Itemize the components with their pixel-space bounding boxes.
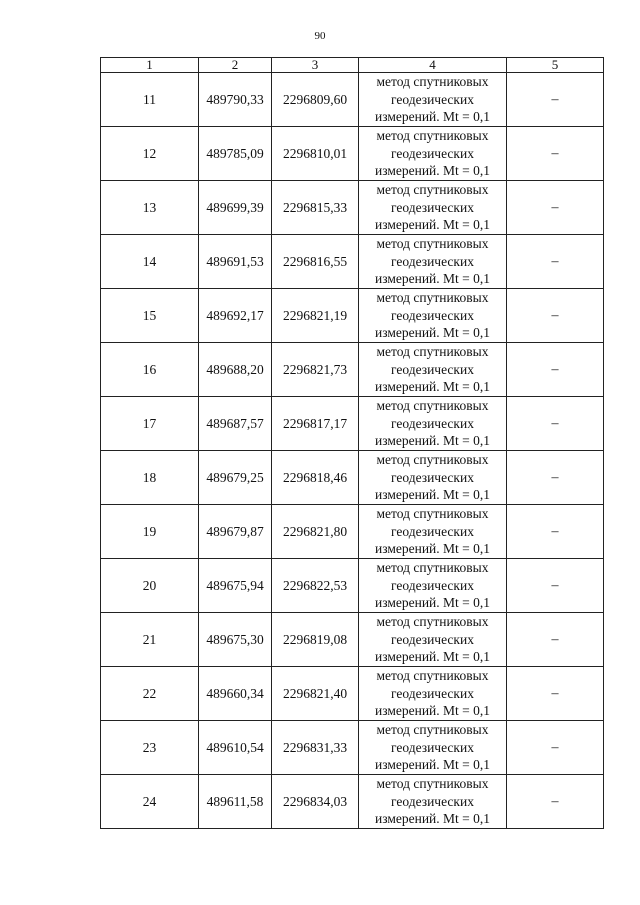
method-line: геодезических <box>391 631 474 647</box>
note-cell: – <box>507 775 604 829</box>
method-line: геодезических <box>391 199 474 215</box>
method-line: измерений. Mt = 0,1 <box>374 325 491 341</box>
method-line: геодезических <box>391 577 474 593</box>
table-row <box>101 235 604 289</box>
y-coordinate-cell: 2296809,60 <box>272 73 359 127</box>
x-coordinate-cell: 489790,33 <box>199 73 272 127</box>
note-cell: – <box>507 343 604 397</box>
method-cell <box>359 397 507 451</box>
method-line: метод спутниковых <box>376 560 489 576</box>
note-cell: – <box>507 613 604 667</box>
method-line: геодезических <box>391 361 474 377</box>
x-coordinate-cell: 489660,34 <box>199 667 272 721</box>
method-line: метод спутниковых <box>376 722 489 738</box>
method-line: геодезических <box>391 793 474 809</box>
method-line: геодезических <box>391 145 474 161</box>
y-coordinate-cell: 2296821,40 <box>272 667 359 721</box>
x-coordinate-cell: 489675,94 <box>199 559 272 613</box>
y-coordinate-cell: 2296817,17 <box>272 397 359 451</box>
point-number-cell: 24 <box>101 775 199 829</box>
point-number-cell: 12 <box>101 127 199 181</box>
table-row <box>101 451 604 505</box>
note-cell: – <box>507 397 604 451</box>
header-col-3: 3 <box>272 58 359 73</box>
x-coordinate-cell: 489692,17 <box>199 289 272 343</box>
y-coordinate-cell: 2296822,53 <box>272 559 359 613</box>
y-coordinate-cell: 2296821,19 <box>272 289 359 343</box>
header-col-5: 5 <box>507 58 604 73</box>
table-row <box>101 73 604 127</box>
x-coordinate-cell: 489687,57 <box>199 397 272 451</box>
y-coordinate-cell: 2296810,01 <box>272 127 359 181</box>
method-cell <box>359 127 507 181</box>
method-line: измерений. Mt = 0,1 <box>374 217 491 233</box>
note-cell: – <box>507 559 604 613</box>
x-coordinate-cell: 489611,58 <box>199 775 272 829</box>
y-coordinate-cell: 2296818,46 <box>272 451 359 505</box>
header-row <box>101 58 604 73</box>
method-line: измерений. Mt = 0,1 <box>374 757 491 773</box>
header-col-1: 1 <box>101 58 199 73</box>
method-line: измерений. Mt = 0,1 <box>374 379 491 395</box>
table-row <box>101 181 604 235</box>
y-coordinate-cell: 2296831,33 <box>272 721 359 775</box>
method-line: геодезических <box>391 469 474 485</box>
note-cell: – <box>507 451 604 505</box>
method-line: измерений. Mt = 0,1 <box>374 649 491 665</box>
method-cell <box>359 73 507 127</box>
method-line: метод спутниковых <box>376 74 489 90</box>
table-row <box>101 343 604 397</box>
point-number-cell: 13 <box>101 181 199 235</box>
x-coordinate-cell: 489691,53 <box>199 235 272 289</box>
x-coordinate-cell: 489785,09 <box>199 127 272 181</box>
method-line: геодезических <box>391 91 474 107</box>
method-line: метод спутниковых <box>376 398 489 414</box>
table-row <box>101 289 604 343</box>
method-line: геодезических <box>391 307 474 323</box>
method-line: измерений. Mt = 0,1 <box>374 595 491 611</box>
point-number-cell: 20 <box>101 559 199 613</box>
method-cell <box>359 343 507 397</box>
note-cell: – <box>507 127 604 181</box>
method-line: геодезических <box>391 253 474 269</box>
method-cell <box>359 721 507 775</box>
point-number-cell: 17 <box>101 397 199 451</box>
point-number-cell: 11 <box>101 73 199 127</box>
y-coordinate-cell: 2296821,73 <box>272 343 359 397</box>
method-line: метод спутниковых <box>376 776 489 792</box>
table-row <box>101 721 604 775</box>
page-number: 90 <box>314 30 326 42</box>
method-cell <box>359 775 507 829</box>
point-number-cell: 21 <box>101 613 199 667</box>
table-row <box>101 397 604 451</box>
note-cell: – <box>507 667 604 721</box>
method-cell <box>359 289 507 343</box>
x-coordinate-cell: 489679,87 <box>199 505 272 559</box>
method-line: измерений. Mt = 0,1 <box>374 109 491 125</box>
point-number-cell: 14 <box>101 235 199 289</box>
method-cell <box>359 235 507 289</box>
note-cell: – <box>507 721 604 775</box>
point-number-cell: 16 <box>101 343 199 397</box>
method-cell <box>359 559 507 613</box>
method-line: измерений. Mt = 0,1 <box>374 811 491 827</box>
x-coordinate-cell: 489679,25 <box>199 451 272 505</box>
method-line: измерений. Mt = 0,1 <box>374 433 491 449</box>
table-row <box>101 613 604 667</box>
table-header <box>101 58 604 73</box>
point-number-cell: 23 <box>101 721 199 775</box>
method-line: метод спутниковых <box>376 506 489 522</box>
table-row <box>101 559 604 613</box>
note-cell: – <box>507 73 604 127</box>
header-col-2: 2 <box>199 58 272 73</box>
method-line: метод спутниковых <box>376 236 489 252</box>
method-line: метод спутниковых <box>376 290 489 306</box>
method-line: метод спутниковых <box>376 452 489 468</box>
y-coordinate-cell: 2296834,03 <box>272 775 359 829</box>
note-cell: – <box>507 289 604 343</box>
method-line: измерений. Mt = 0,1 <box>374 487 491 503</box>
method-line: измерений. Mt = 0,1 <box>374 703 491 719</box>
x-coordinate-cell: 489699,39 <box>199 181 272 235</box>
x-coordinate-cell: 489610,54 <box>199 721 272 775</box>
table-row <box>101 775 604 829</box>
method-cell <box>359 667 507 721</box>
y-coordinate-cell: 2296819,08 <box>272 613 359 667</box>
method-line: геодезических <box>391 523 474 539</box>
method-line: метод спутниковых <box>376 668 489 684</box>
method-line: измерений. Mt = 0,1 <box>374 541 491 557</box>
table-body <box>101 73 604 829</box>
method-line: метод спутниковых <box>376 128 489 144</box>
method-cell <box>359 181 507 235</box>
method-line: измерений. Mt = 0,1 <box>374 163 491 179</box>
header-col-4: 4 <box>359 58 507 73</box>
method-cell <box>359 451 507 505</box>
y-coordinate-cell: 2296821,80 <box>272 505 359 559</box>
method-line: геодезических <box>391 415 474 431</box>
coordinates-table <box>100 57 604 829</box>
y-coordinate-cell: 2296816,55 <box>272 235 359 289</box>
y-coordinate-cell: 2296815,33 <box>272 181 359 235</box>
method-line: метод спутниковых <box>376 614 489 630</box>
method-line: геодезических <box>391 739 474 755</box>
point-number-cell: 18 <box>101 451 199 505</box>
method-line: геодезических <box>391 685 474 701</box>
note-cell: – <box>507 235 604 289</box>
table-row <box>101 667 604 721</box>
method-cell <box>359 505 507 559</box>
point-number-cell: 15 <box>101 289 199 343</box>
method-cell <box>359 613 507 667</box>
x-coordinate-cell: 489688,20 <box>199 343 272 397</box>
method-line: метод спутниковых <box>376 344 489 360</box>
note-cell: – <box>507 505 604 559</box>
note-cell: – <box>507 181 604 235</box>
point-number-cell: 22 <box>101 667 199 721</box>
table-row <box>101 127 604 181</box>
x-coordinate-cell: 489675,30 <box>199 613 272 667</box>
point-number-cell: 19 <box>101 505 199 559</box>
method-line: измерений. Mt = 0,1 <box>374 271 491 287</box>
method-line: метод спутниковых <box>376 182 489 198</box>
table-row <box>101 505 604 559</box>
